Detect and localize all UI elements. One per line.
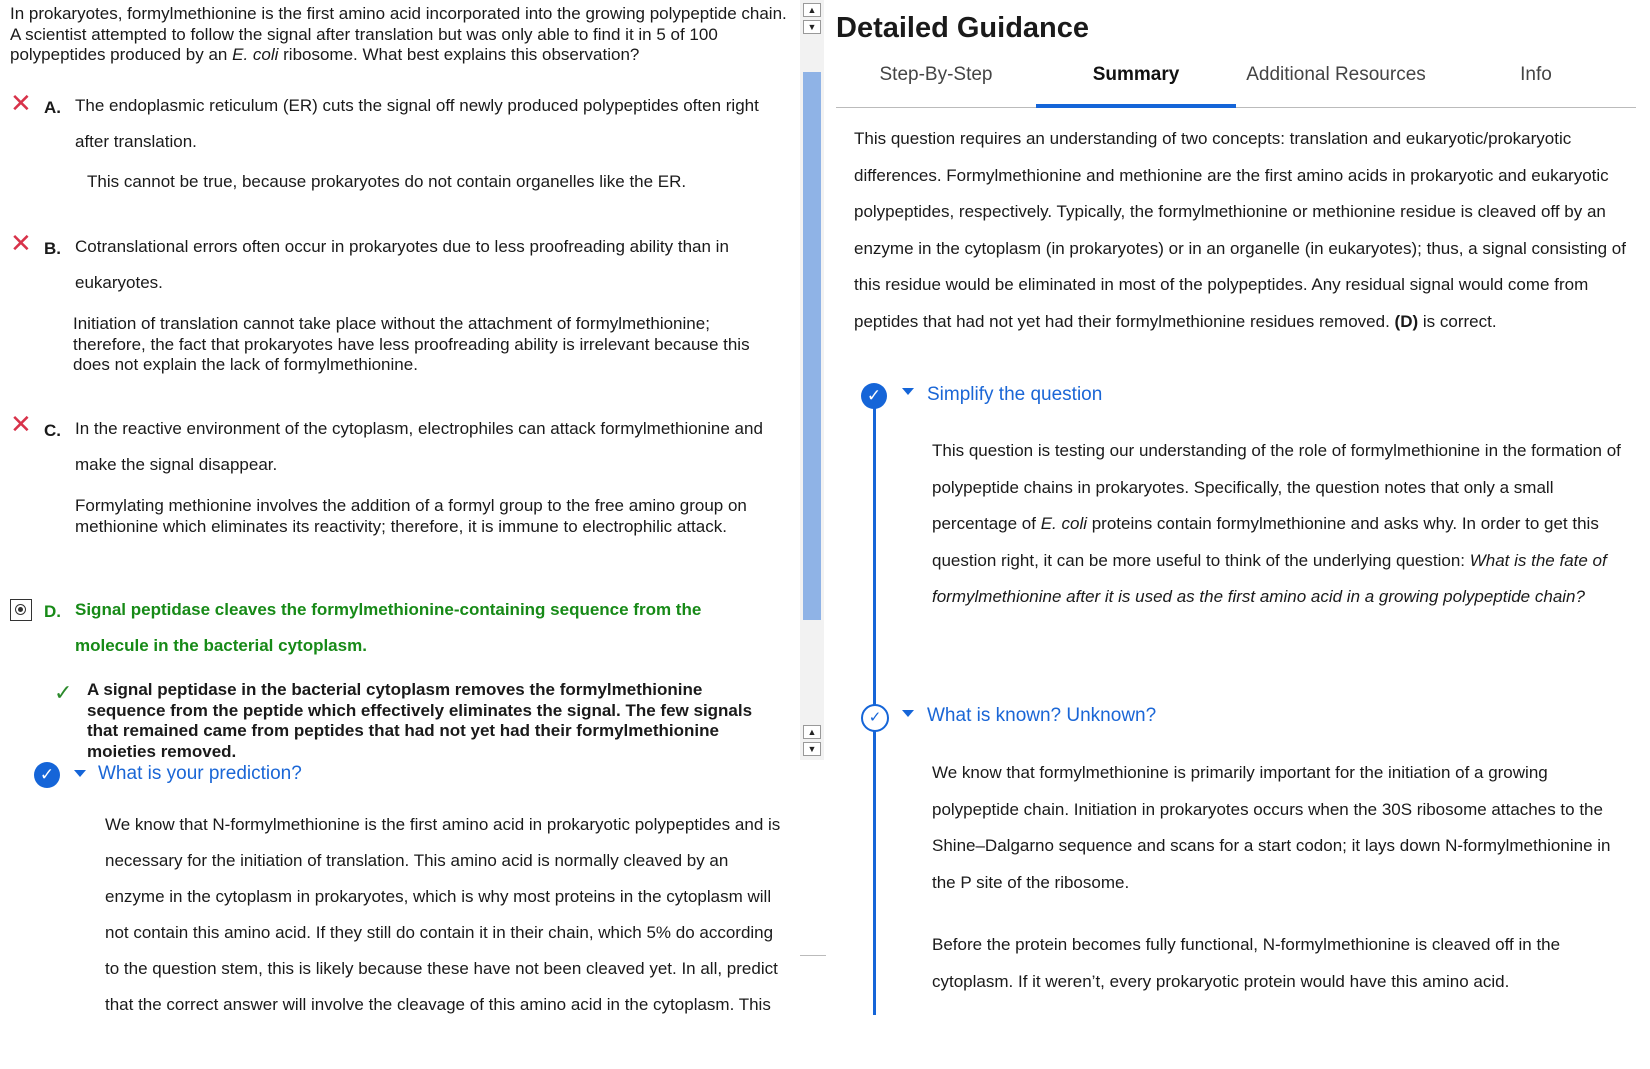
completed-check-icon: ✓	[861, 383, 887, 409]
selected-radio-icon[interactable]	[10, 599, 32, 621]
choice-a-explanation: This cannot be true, because prokaryotes do not contain organelles like the ER.	[87, 172, 687, 191]
question-stem: In prokaryotes, formylmethionine is the first amino acid incorporated into the growing polypeptide chain. A scientist attempted to follow the signal after translation but was only able to find it in 5 of 100 polypeptides produced by an E. coli ribosome. What best explains this observation?	[10, 4, 787, 64]
scroll-up-icon[interactable]: ▲	[803, 725, 821, 739]
choice-letter-c: C.	[44, 421, 61, 440]
tab-divider	[836, 107, 1636, 108]
caret-down-icon[interactable]	[74, 770, 86, 777]
scrollbar-thumb[interactable]	[803, 72, 821, 620]
active-tab-indicator	[1036, 104, 1236, 108]
scroll-down-icon[interactable]: ▼	[803, 20, 821, 34]
choice-b-explanation: Initiation of translation cannot take place without the attachment of formylmethionine; therefore, the fact that prokaryotes have less proofreading ability is irrelevant because this does not explain the lack of formylmethionine.	[73, 314, 750, 374]
bottom-strip	[0, 1015, 1650, 1069]
incorrect-x-icon: ✕	[10, 409, 32, 439]
completed-check-icon: ✓	[34, 762, 60, 788]
question-panel	[0, 0, 800, 1069]
caret-down-icon[interactable]	[902, 710, 914, 717]
tab-step-by-step[interactable]: Step-By-Step	[879, 64, 993, 85]
choice-d-text[interactable]: Signal peptidase cleaves the formylmethionine-containing sequence from the molecule in the bacterial cytoplasm.	[75, 600, 702, 655]
scrollbar[interactable]	[800, 0, 824, 760]
known-unknown-link[interactable]: What is known? Unknown?	[927, 705, 1157, 726]
choice-a-text[interactable]: The endoplasmic reticulum (ER) cuts the signal off newly produced polypeptides often right after translation.	[75, 96, 759, 151]
caret-down-icon[interactable]	[902, 388, 914, 395]
known-paragraph-1: We know that formylmethionine is primarily important for the initiation of a growing polypeptide chain. Initiation in prokaryotes occurs when the 30S ribosome attaches to the Shine–Dalgarno sequence and scans for a start codon; it lays down N-formylmethionine in the P site of the ribosome.	[932, 763, 1611, 892]
known-paragraph-2: Before the protein becomes fully functional, N-formylmethionine is cleaved off in the cytoplasm. If it weren’t, every prokaryotic protein would have this amino acid.	[932, 935, 1561, 991]
simplify-question-link[interactable]: Simplify the question	[927, 384, 1103, 405]
simplify-text: This question is testing our understanding of the role of formylmethionine in the formation of polypeptide chains in prokaryotes. Specifically, the question notes that only a small percentage of E. coli proteins contain formylmethionine and asks why. In order to get this question right, it can be more useful to think of the underlying question: What is the fate of formylmethionine after it is used as the first amino acid in a growing polypeptide chain?	[932, 441, 1621, 606]
choice-b-text[interactable]: Cotranslational errors often occur in prokaryotes due to less proofreading ability than in eukaryotes.	[75, 237, 729, 292]
guidance-title: Detailed Guidance	[836, 12, 1090, 44]
choice-c-explanation: Formylating methionine involves the addition of a formyl group to the free amino group on methionine which eliminates its reactivity; therefore, it is immune to electrophilic attack.	[75, 496, 747, 536]
tab-summary[interactable]: Summary	[1092, 64, 1180, 85]
choice-letter-d: D.	[44, 602, 61, 621]
choice-d-explanation: A signal peptidase in the bacterial cytoplasm removes the formylmethionine sequence from the peptide which effectively eliminates the signal. The few signals that remained came from peptides that had not yet had their formylmethionine moieties removed.	[87, 680, 753, 761]
tab-additional-resources[interactable]: Additional Resources	[1246, 64, 1426, 85]
scroll-up-icon[interactable]: ▲	[803, 3, 821, 17]
prediction-text: We know that N-formylmethionine is the first amino acid in prokaryotic polypeptides and is necessary for the initiation of translation. This amino acid is normally cleaved by an enzyme in the cytoplasm in prokaryotes, which is why most proteins in the cytoplasm will not contain this amino acid. If they still do contain it in their chain, which 5% do according to the question stem, this is likely because these have not been cleaved yet. In all, predict that the correct answer will involve the cleavage of this amino acid in the cytoplasm. This	[105, 815, 781, 1014]
incorrect-x-icon: ✕	[10, 228, 32, 258]
tab-info[interactable]: Info	[1520, 64, 1552, 85]
scroll-down-icon[interactable]: ▼	[803, 742, 821, 756]
summary-text: This question requires an understanding of two concepts: translation and eukaryotic/prokaryotic differences. Formylmethionine and methionine are the first amino acids in prokaryotic and eukaryotic polypeptides, respectively. Typically, the formylmethionine or methionine residue is cleaved off by an enzyme in the cytoplasm (in prokaryotes) or in an organelle (in eukaryotes); thus, a signal consisting of this residue would be eliminated in most of the polypeptides. Any residual signal would come from peptides that had not yet had their formylmethionine residues removed. (D) is correct.	[854, 129, 1626, 331]
incorrect-x-icon: ✕	[10, 88, 32, 118]
guidance-panel	[826, 0, 1650, 1015]
prediction-toggle-link[interactable]: What is your prediction?	[98, 763, 302, 784]
choice-letter-a: A.	[44, 98, 61, 117]
divider	[800, 955, 826, 956]
choice-c-text[interactable]: In the reactive environment of the cytoplasm, electrophiles can attack formylmethionine and make the signal disappear.	[75, 419, 763, 474]
choice-letter-b: B.	[44, 239, 61, 258]
correct-check-icon: ✓	[54, 680, 73, 705]
check-outline-icon: ✓	[861, 704, 889, 732]
